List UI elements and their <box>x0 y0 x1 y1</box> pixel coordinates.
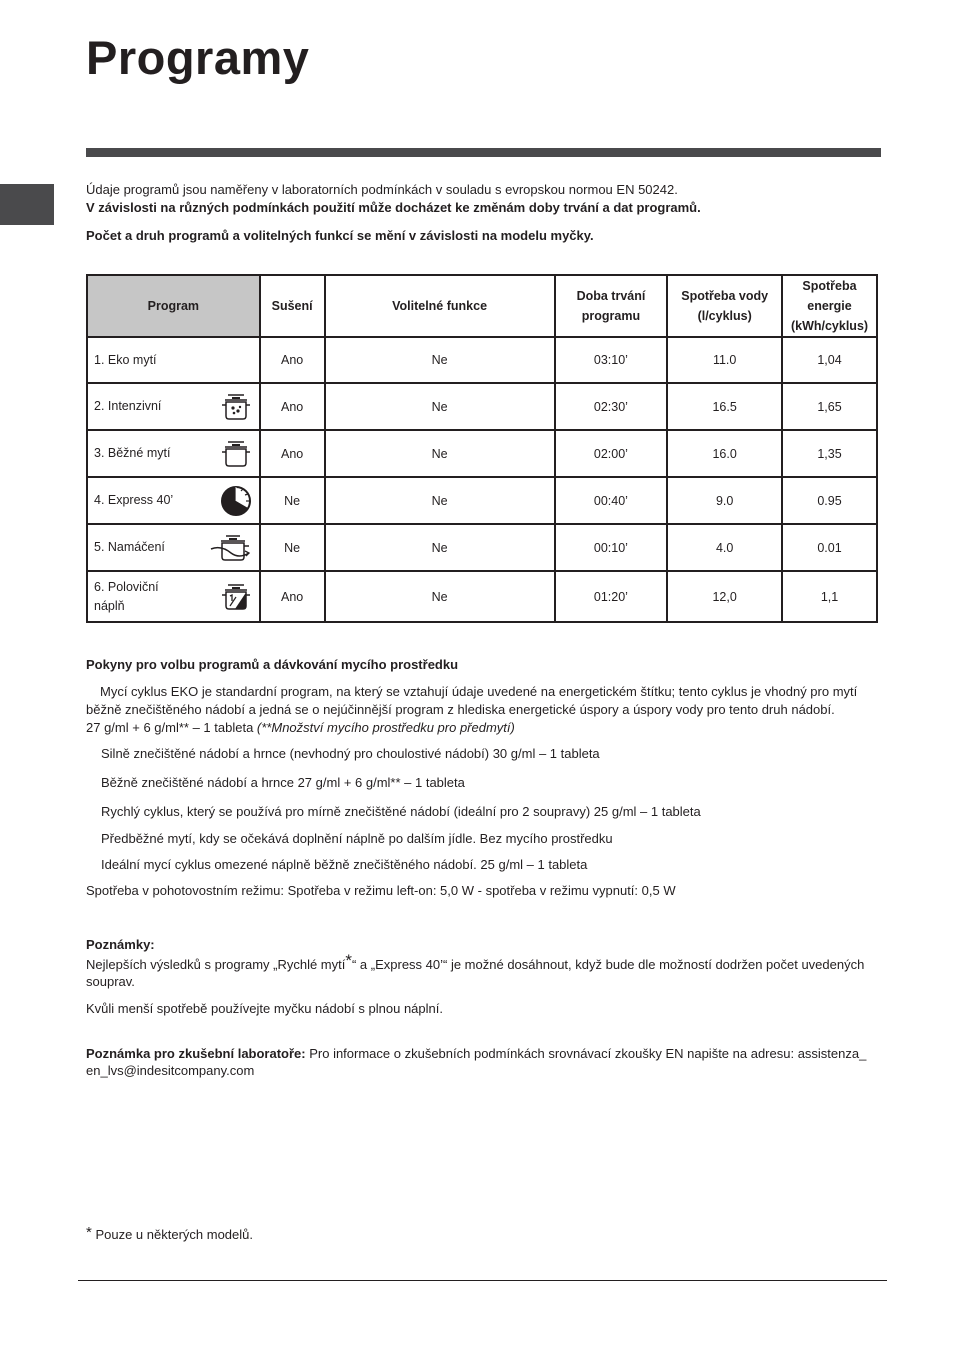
options-cell: Ne <box>325 383 555 430</box>
footer-divider <box>78 1280 887 1281</box>
header-energy: Spotřeba energie (kWh/cyklus) <box>782 275 877 337</box>
water-cell: 12,0 <box>667 571 782 622</box>
header-drying: Sušení <box>260 275 325 337</box>
program-name-cell <box>87 383 260 430</box>
footnote: * Pouze u některých modelů. <box>86 1224 253 1242</box>
guide-paragraph-4: Rychlý cyklus, který se používá pro mírně znečištěné nádobí (ideální pro 2 soupravy) 25 g/ml – 1 tableta <box>101 804 701 819</box>
program-name-cell <box>87 477 260 524</box>
programs-table <box>86 274 878 623</box>
notes-line-1: Nejlepších výsledků s programy „Rychlé mytí*“ a „Express 40’“ je možné dosáhnout, když bude dle možností dodržen počet uvedených <box>86 951 865 972</box>
drying-cell: Ano <box>260 337 325 383</box>
notes-line-2: souprav. <box>86 974 135 989</box>
guide-paragraph-1-line-3: 27 g/ml + 6 g/ml** – 1 tableta (**Množství mycího prostředku pro předmytí) <box>86 720 515 735</box>
guide-heading: Pokyny pro volbu programů a dávkování mycího prostředku <box>86 657 459 672</box>
drying-cell: Ano <box>260 571 325 622</box>
guide-paragraph-5: Předběžné mytí, kdy se očekává doplnění náplně po dalším jídle. Bez mycího prostředku <box>101 831 613 846</box>
water-cell: 16.0 <box>667 430 782 477</box>
prewash-note: (**Množství mycího prostředku pro předmytí) <box>256 720 515 735</box>
normal-pot-icon <box>219 439 253 469</box>
duration-cell: 00:40’ <box>555 477 668 524</box>
program-name: 3. Běžné mytí <box>94 446 171 460</box>
guide-paragraph-3: Běžně znečištěné nádobí a hrnce 27 g/ml + 6 g/ml** – 1 tableta <box>101 775 465 790</box>
intro-line-1: Údaje programů jsou naměřeny v laboratorních podmínkách v souladu s evropskou normou EN 50242. <box>86 182 678 197</box>
guide-paragraph-1-line-1: Mycí cyklus EKO je standardní program, na který se vztahují údaje uvedené na energetickém štítku; tento cyklus je vhodný pro mytí <box>100 684 858 699</box>
header-water: Spotřeba vody (l/cyklus) <box>667 275 782 337</box>
drying-cell: Ano <box>260 430 325 477</box>
options-cell: Ne <box>325 477 555 524</box>
program-name: 1. Eko mytí <box>94 352 157 367</box>
intensive-pot-icon <box>219 392 253 422</box>
notes-line-3: Kvůli menší spotřebě používejte myčku nádobí s plnou náplní. <box>86 1001 443 1016</box>
header-duration: Doba trvání programu <box>555 275 668 337</box>
guide-paragraph-1-line-2: běžně znečištěného nádobí a jedná se o nejúčinnější program z hlediska energetické úspory a úspory vody pro tento druh nádobí. <box>86 702 835 717</box>
table-row <box>87 477 877 524</box>
language-tab-marker <box>0 184 54 225</box>
guide-paragraph-6: Ideální mycí cyklus omezené náplně běžně znečištěného nádobí. 25 g/ml – 1 tableta <box>101 857 588 872</box>
table-header-row <box>87 275 877 337</box>
half-load-icon <box>219 582 253 612</box>
energy-cell: 1,04 <box>782 337 877 383</box>
table-row <box>87 524 877 571</box>
soak-pot-icon <box>209 533 253 563</box>
program-name-cell <box>87 430 260 477</box>
standby-consumption: Spotřeba v pohotovostním režimu: Spotřeba v režimu left-on: 5,0 W - spotřeba v režimu vypnutí: 0,5 W <box>86 883 676 898</box>
options-cell: Ne <box>325 524 555 571</box>
energy-cell: 1,1 <box>782 571 877 622</box>
options-cell: Ne <box>325 571 555 622</box>
duration-cell: 01:20’ <box>555 571 668 622</box>
energy-cell: 0.95 <box>782 477 877 524</box>
guide-paragraph-2: Silně znečištěné nádobí a hrnce (nevhodný pro choulostivé nádobí) 30 g/ml – 1 tableta <box>101 746 600 761</box>
energy-cell: 1,35 <box>782 430 877 477</box>
program-name: 5. Namáčení <box>94 540 165 554</box>
water-cell: 9.0 <box>667 477 782 524</box>
notes-heading: Poznámky: <box>86 937 155 952</box>
program-name-cell <box>87 571 260 622</box>
intro-line-3: Počet a druh programů a volitelných funkcí se mění v závislosti na modelu myčky. <box>86 228 594 243</box>
page-title: Programy <box>86 31 310 84</box>
lab-note-email: en_lvs@indesitcompany.com <box>86 1063 255 1078</box>
express-clock-icon <box>219 484 253 518</box>
lab-note-label: Poznámka pro zkušební laboratoře: <box>86 1046 306 1061</box>
program-name: 6. Poloviční náplň <box>94 579 159 613</box>
table-row <box>87 571 877 622</box>
table-row <box>87 383 877 430</box>
water-cell: 11.0 <box>667 337 782 383</box>
duration-cell: 02:30’ <box>555 383 668 430</box>
program-name: 4. Express 40’ <box>94 493 174 507</box>
lab-note-line-1: Poznámka pro zkušební laboratoře: Pro informace o zkušebních podmínkách srovnávací zkoušky EN napište na adresu: assistenza_ <box>86 1046 867 1061</box>
duration-cell: 00:10’ <box>555 524 668 571</box>
header-options: Volitelné funkce <box>325 275 555 337</box>
program-name: 2. Intenzivní <box>94 399 162 413</box>
drying-cell: Ne <box>260 477 325 524</box>
energy-cell: 0.01 <box>782 524 877 571</box>
asterisk-mark: * <box>345 951 352 970</box>
options-cell: Ne <box>325 430 555 477</box>
duration-cell: 03:10’ <box>555 337 668 383</box>
program-name-cell <box>87 337 260 383</box>
intro-line-2: V závislosti na různých podmínkách použití může docházet ke změnám doby trvání a dat programů. <box>86 200 701 215</box>
table-row <box>87 430 877 477</box>
drying-cell: Ne <box>260 524 325 571</box>
energy-cell: 1,65 <box>782 383 877 430</box>
drying-cell: Ano <box>260 383 325 430</box>
header-program: Program <box>87 275 260 337</box>
title-divider <box>86 148 881 157</box>
water-cell: 16.5 <box>667 383 782 430</box>
options-cell: Ne <box>325 337 555 383</box>
duration-cell: 02:00’ <box>555 430 668 477</box>
program-name-cell <box>87 524 260 571</box>
table-row <box>87 337 877 383</box>
water-cell: 4.0 <box>667 524 782 571</box>
